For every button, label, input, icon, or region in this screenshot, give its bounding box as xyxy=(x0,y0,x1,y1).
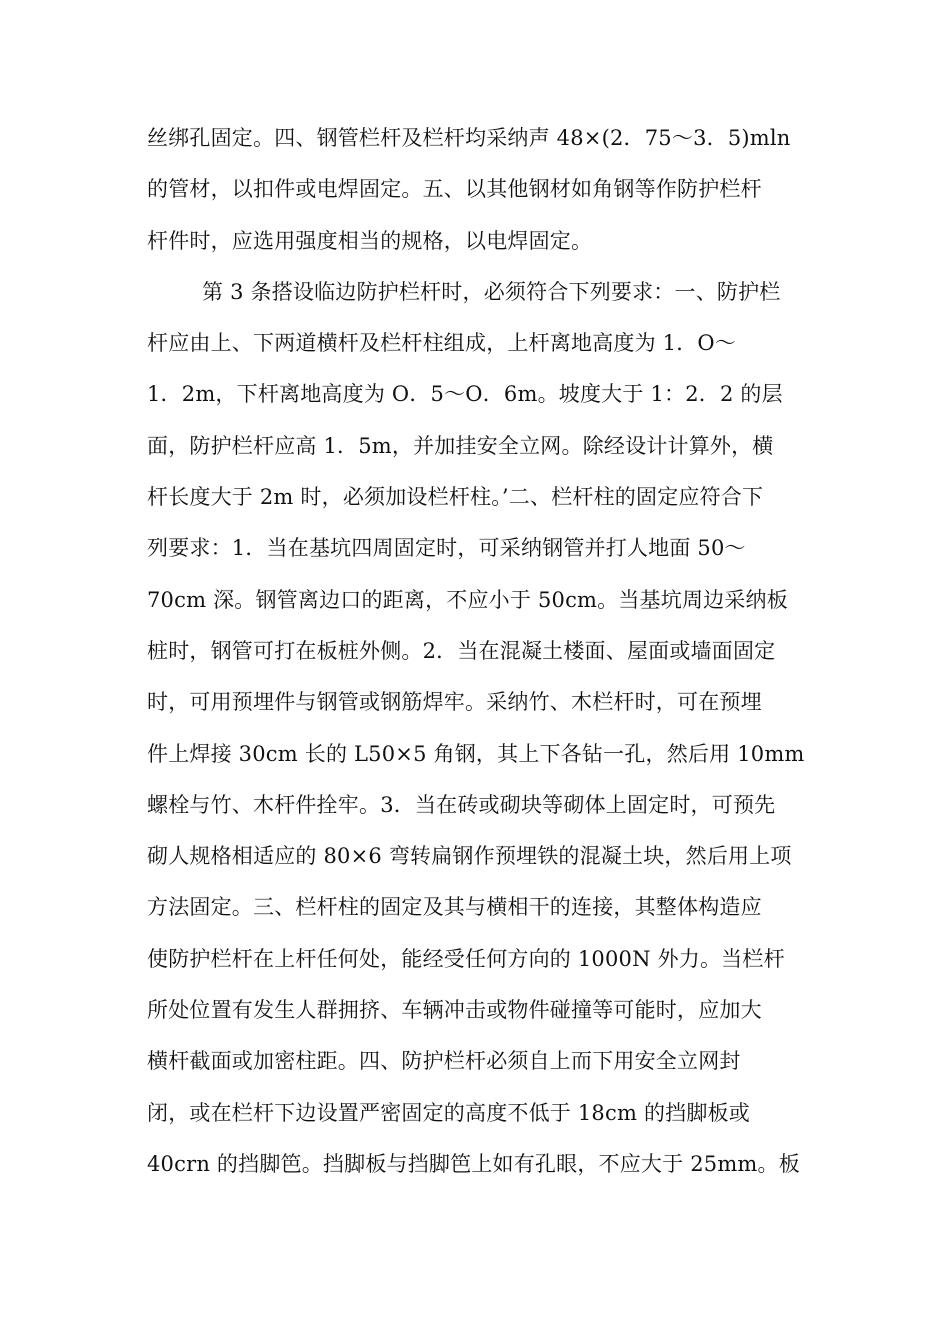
text-line: 杆件时，应选用强度相当的规格，以电焊固定。 xyxy=(147,228,593,253)
text-line: 螺栓与竹、木杆件拴牢。3．当在砖或砌块等砌体上固定时，可预先 xyxy=(147,792,776,817)
text-line: 70cm 深。钢管离边口的距离，不应小于 50cm。当基坑周边采纳板 xyxy=(147,587,788,612)
text-line: 时，可用预埋件与钢管或钢筋焊牢。采纳竹、木栏杆时，可在预埋 xyxy=(147,690,762,715)
text-line: 桩时，钢管可打在板桩外侧。2．当在混凝土楼面、屋面或墙面固定 xyxy=(147,638,776,663)
text-line: 方法固定。三、栏杆柱的固定及其与横相干的连接，其整体构造应 xyxy=(147,895,762,920)
text-line: 列要求：1．当在基坑四周固定时，可采纳钢管并打人地面 50～ xyxy=(147,536,746,561)
text-line: 横杆截面或加密柱距。四、防护栏杆必须自上而下用安全立网封 xyxy=(147,1049,741,1074)
text-line: 杆应由上、下两道横杆及栏杆柱组成，上杆离地高度为 1．O～ xyxy=(147,331,737,356)
text-line: 面，防护栏杆应高 1．5m，并加挂安全立网。除经设计计算外，横 xyxy=(147,433,774,458)
text-line: 的管材，以扣件或电焊固定。五、以其他钢材如角钢等作防护栏杆 xyxy=(147,177,762,202)
text-line: 件上焊接 30cm 长的 L50×5 角钢，其上下各钻一孔，然后用 10mm xyxy=(147,741,805,766)
text-line: 杆长度大于 2m 时，必须加设栏杆柱。’二、栏杆柱的固定应符合下 xyxy=(147,485,764,510)
document-body-text xyxy=(147,113,812,1190)
text-line: 所处位置有发生人群拥挤、车辆冲击或物件碰撞等可能时，应加大 xyxy=(147,998,762,1023)
paragraph-start-line: 第 3 条搭设临边防护栏杆时，必须符合下列要求：一、防护栏 xyxy=(202,279,781,304)
text-line: 40crn 的挡脚笆。挡脚板与挡脚笆上如有孔眼，不应大于 25mm。板 xyxy=(147,1151,800,1176)
text-line: 丝绑孔固定。四、钢管栏杆及栏杆均采纳声 48×(2．75～3．5)mln xyxy=(147,126,791,150)
text-line: 闭，或在栏杆下边设置严密固定的高度不低于 18cm 的挡脚板或 xyxy=(147,1100,750,1125)
text-line: 使防护栏杆在上杆任何处，能经受任何方向的 1000N 外力。当栏杆 xyxy=(147,946,785,971)
text-line: 1．2m，下杆离地高度为 O．5～O．6m。坡度大于 1：2．2 的层 xyxy=(147,382,783,407)
text-line: 砌人规格相适应的 80×6 弯转扁钢作预埋铁的混凝土块，然后用上项 xyxy=(147,844,792,869)
